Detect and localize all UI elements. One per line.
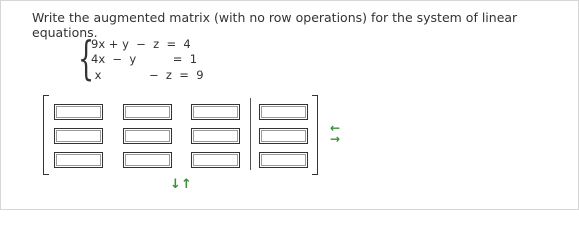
- arrow-right-icon[interactable]: →: [330, 132, 341, 146]
- question-prompt: Write the augmented matrix (with no row operations) for the system of linear equations.: [32, 10, 518, 40]
- matrix-cell-r1-c3[interactable]: [191, 104, 240, 120]
- left-brace-icon: {: [78, 31, 95, 85]
- matrix-cell-r3-c3[interactable]: [191, 152, 240, 168]
- equation-3: x − z = 9: [91, 68, 204, 82]
- augmented-divider: [250, 98, 251, 170]
- matrix-left-bracket: [43, 95, 49, 175]
- column-resize-controls: [170, 178, 198, 194]
- matrix-cell-r2-c4[interactable]: [259, 128, 308, 144]
- arrow-up-icon[interactable]: ↑: [181, 177, 192, 192]
- augmented-matrix: [43, 95, 318, 175]
- arrow-down-icon[interactable]: ↓: [170, 177, 181, 192]
- matrix-cell-r1-c2[interactable]: [123, 104, 172, 120]
- equation-1: 9x + y − z = 4: [91, 37, 191, 51]
- matrix-cell-r1-c4[interactable]: [259, 104, 308, 120]
- equation-2: 4x − y = 1: [91, 52, 198, 66]
- matrix-cell-r3-c2[interactable]: [123, 152, 172, 168]
- matrix-cell-r2-c2[interactable]: [123, 128, 172, 144]
- matrix-cell-r3-c4[interactable]: [259, 152, 308, 168]
- matrix-cell-r3-c1[interactable]: [54, 152, 103, 168]
- arrow-left-icon[interactable]: ←: [330, 121, 341, 135]
- equation-system: [78, 31, 204, 87]
- matrix-right-bracket: [312, 95, 318, 175]
- matrix-cell-r2-c3[interactable]: [191, 128, 240, 144]
- matrix-cell-r1-c1[interactable]: [54, 104, 103, 120]
- row-resize-controls: [330, 122, 344, 146]
- matrix-cell-r2-c1[interactable]: [54, 128, 103, 144]
